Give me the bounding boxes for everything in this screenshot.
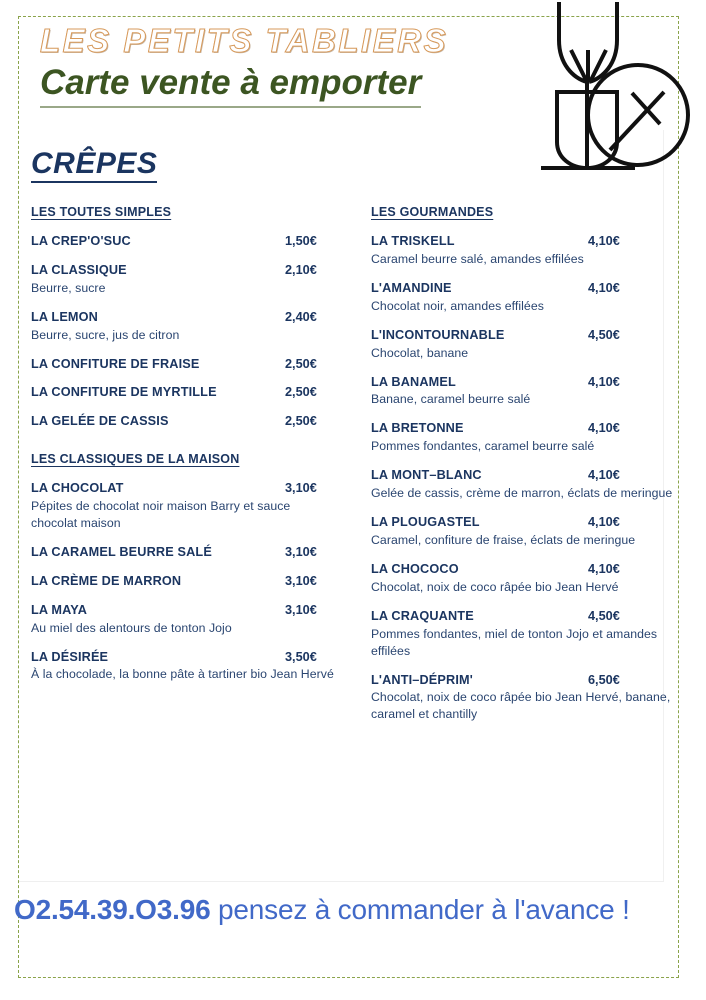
menu-item[interactable] <box>31 414 336 430</box>
footer-order-notice <box>14 893 704 927</box>
item-name: LA GELÉE DE CASSIS <box>31 414 169 429</box>
item-price: 4,10€ <box>588 515 620 530</box>
item-name: L'AMANDINE <box>371 280 452 295</box>
item-name: LA CONFITURE DE MYRTILLE <box>31 385 217 400</box>
item-description: Chocolat, banane <box>371 345 469 360</box>
section-title-les-gourmandes: LES GOURMANDES <box>371 205 494 219</box>
item-price: 4,10€ <box>588 280 620 295</box>
item-price: 3,50€ <box>285 649 317 664</box>
menu-item[interactable] <box>31 234 336 250</box>
item-name: LA MONT–BLANC <box>371 468 482 483</box>
item-name: L'ANTI–DÉPRIM' <box>371 672 473 687</box>
item-price: 2,40€ <box>285 309 317 324</box>
menu-item[interactable] <box>31 545 336 561</box>
item-name: LA PLOUGASTEL <box>371 515 480 530</box>
item-description: Pommes fondantes, miel de tonton Jojo et amandes effilées <box>371 626 658 658</box>
item-name: LA DÉSIRÉE <box>31 649 109 664</box>
item-name: LA MAYA <box>31 602 88 617</box>
brand-subtitle: Carte vente à emporter <box>40 62 421 108</box>
item-price: 1,50€ <box>285 234 317 248</box>
menu-item[interactable] <box>371 234 681 268</box>
menu-item[interactable] <box>371 609 681 660</box>
item-price: 3,10€ <box>285 602 317 617</box>
menu-item[interactable] <box>31 481 336 532</box>
item-name: LA CRAQUANTE <box>371 608 474 623</box>
menu-item[interactable] <box>371 515 681 549</box>
item-description: Chocolat noir, amandes effilées <box>371 298 544 313</box>
item-price: 3,10€ <box>285 573 317 588</box>
menu-item[interactable] <box>371 281 681 315</box>
item-name: LA CREP'O'SUC <box>31 234 131 248</box>
item-name: LA BRETONNE <box>371 421 464 436</box>
item-description: À la chocolade, la bonne pâte à tartiner bio Jean Hervé <box>31 667 334 682</box>
item-name: LA CHOCOLAT <box>31 481 124 496</box>
item-name: LA LEMON <box>31 309 98 324</box>
section-title-les-toutes-simples: LES TOUTES SIMPLES <box>31 205 172 219</box>
item-name: L'INCONTOURNABLE <box>371 327 505 342</box>
item-description: Gelée de cassis, crème de marron, éclats de meringue <box>371 486 673 501</box>
menu-item[interactable] <box>31 263 336 297</box>
item-name: LA CLASSIQUE <box>31 262 127 277</box>
menu-column-left <box>31 205 336 696</box>
item-price: 6,50€ <box>588 672 620 687</box>
item-name: LA CONFITURE DE FRAISE <box>31 356 200 371</box>
footer-note: pensez à commander à l'avance ! <box>210 894 630 925</box>
item-price: 2,50€ <box>285 356 317 371</box>
item-price: 4,10€ <box>588 421 620 436</box>
item-description: Pommes fondantes, caramel beurre salé <box>371 439 595 454</box>
menu-item[interactable] <box>31 357 336 373</box>
section-title-les-classiques-de-la-maison: LES CLASSIQUES DE LA MAISON <box>31 452 240 467</box>
item-description: Beurre, sucre, jus de citron <box>31 327 180 342</box>
item-price: 2,50€ <box>285 385 317 400</box>
item-description: Chocolat, noix de coco râpée bio Jean Hervé <box>371 579 619 594</box>
menu-item[interactable] <box>31 310 336 344</box>
item-description: Pépites de chocolat noir maison Barry et sauce chocolat maison <box>31 499 291 531</box>
menu-item[interactable] <box>371 421 681 455</box>
menu-item[interactable] <box>371 673 681 724</box>
item-name: LA CRÈME DE MARRON <box>31 573 182 588</box>
page-title: CRÊPES <box>31 148 157 183</box>
menu-item[interactable] <box>31 650 336 684</box>
menu-item[interactable] <box>31 603 336 637</box>
item-name: LA BANAMEL <box>371 374 456 389</box>
item-name: LA CHOCOCO <box>371 561 459 576</box>
item-price: 2,50€ <box>285 414 317 429</box>
item-description: Caramel, confiture de fraise, éclats de meringue <box>371 532 636 547</box>
menu-header <box>40 22 540 108</box>
item-price: 4,10€ <box>588 561 620 576</box>
brand-title: LES PETITS TABLIERS <box>40 22 449 59</box>
item-price: 4,10€ <box>588 374 620 389</box>
phone-number[interactable]: O2.54.39.O3.96 <box>14 894 211 925</box>
item-price: 4,50€ <box>588 327 620 342</box>
item-price: 4,10€ <box>588 234 620 248</box>
item-name: LA CARAMEL BEURRE SALÉ <box>31 545 212 559</box>
item-price: 3,10€ <box>285 545 317 559</box>
menu-item[interactable] <box>371 562 681 596</box>
crepe-maker-logo-icon <box>527 2 702 184</box>
item-price: 2,10€ <box>285 262 317 277</box>
item-description: Banane, caramel beurre salé <box>371 392 531 407</box>
menu-item[interactable] <box>31 574 336 590</box>
item-price: 3,10€ <box>285 481 317 496</box>
menu-item[interactable] <box>31 385 336 401</box>
menu-column-right <box>371 205 681 736</box>
item-description: Beurre, sucre <box>31 280 106 295</box>
menu-item[interactable] <box>371 328 681 362</box>
item-description: Au miel des alentours de tonton Jojo <box>31 620 232 635</box>
item-price: 4,50€ <box>588 608 620 623</box>
item-price: 4,10€ <box>588 468 620 483</box>
item-name: LA TRISKELL <box>371 234 455 248</box>
item-description: Chocolat, noix de coco râpée bio Jean Hervé, banane, caramel et chantilly <box>371 690 671 722</box>
item-description: Caramel beurre salé, amandes effilées <box>371 251 584 266</box>
menu-item[interactable] <box>371 468 681 502</box>
menu-item[interactable] <box>371 375 681 409</box>
